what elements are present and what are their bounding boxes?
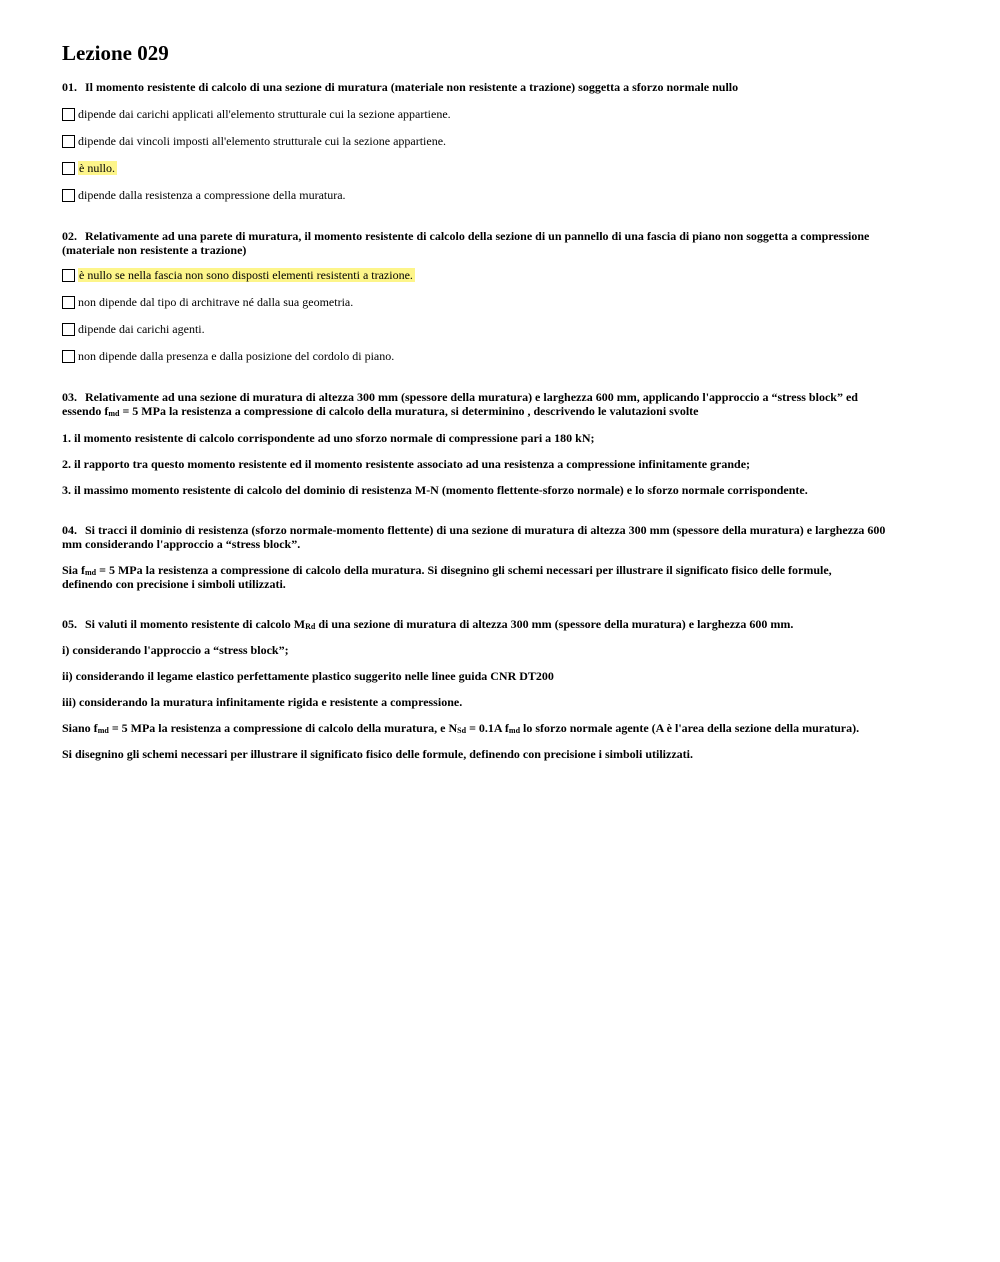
- checkbox[interactable]: [62, 269, 75, 282]
- checkbox[interactable]: [62, 189, 75, 202]
- answer-option[interactable]: dipende dalla resistenza a compressione della muratura.: [62, 187, 938, 203]
- answer-option[interactable]: non dipende dal tipo di architrave né dalla sua geometria.: [62, 294, 938, 310]
- question-05-item: ii) considerando il legame elastico perfettamente plastico suggerito nelle linee guida CNR DT200: [62, 669, 554, 683]
- answer-option-selected[interactable]: [62, 267, 938, 283]
- question-05: [62, 617, 938, 761]
- answer-option-selected[interactable]: [62, 160, 938, 176]
- answer-option[interactable]: dipende dai vincoli imposti all'elemento strutturale cui la sezione appartiene.: [62, 133, 938, 149]
- question-01-text: 01. Il momento resistente di calcolo di una sezione di muratura (materiale non resistente a trazione) soggetta a sforzo normale nullo: [62, 80, 739, 94]
- question-04-text: 04. Si tracci il dominio di resistenza (sforzo normale-momento flettente) di una sezione di muratura di altezza 300 mm (spessore della muratura) e larghezza 600 mm considerando l'approccio a “stress block”.: [62, 523, 886, 551]
- question-05-final: Si disegnino gli schemi necessari per illustrare il significato fisico delle formule, definendo con precisione i simboli utilizzati.: [62, 747, 693, 761]
- checkbox[interactable]: [62, 350, 75, 363]
- question-02-text: 02. Relativamente ad una parete di muratura, il momento resistente di calcolo della sezione di un pannello di una fascia di piano non soggetta a compressione (materiale non resistente a trazione): [62, 229, 870, 257]
- checkbox[interactable]: [62, 135, 75, 148]
- checkbox[interactable]: [62, 296, 75, 309]
- question-05-text: 05. Si valuti il momento resistente di calcolo $M_{Rd}$ di una sezione di muratura di altezza 300 mm (spessore della muratura) e larghezza 600 mm.: [62, 617, 794, 631]
- answer-option[interactable]: dipende dai carichi applicati all'elemento strutturale cui la sezione appartiene.: [62, 106, 938, 122]
- checkbox[interactable]: [62, 323, 75, 336]
- question-01: [62, 80, 938, 203]
- answer-option[interactable]: dipende dai carichi agenti.: [62, 321, 938, 337]
- question-05-item: iii) considerando la muratura infinitamente rigida e resistente a compressione.: [62, 695, 463, 709]
- highlighted-answer: è nullo.: [79, 161, 115, 175]
- checkbox[interactable]: [62, 162, 75, 175]
- question-03-item: 1. il momento resistente di calcolo corrispondente ad uno sforzo normale di compressione pari a 180 kN;: [62, 431, 595, 445]
- question-04-paragraph: Sia $f_{md} = 5$ MPa la resistenza a compressione di calcolo della muratura. Si disegnino gli schemi necessari per illustrare il significato fisico delle formule, definendo con precisione i simboli utilizzati.: [62, 563, 832, 591]
- question-04: [62, 523, 938, 591]
- question-05-siano: Siano $f_{md} = 5$ MPa la resistenza a compressione di calcolo della muratura, e $N_{Sd} = 0.1A$ $f_{md}$ lo sforzo normale agente (A è l'area della sezione della muratura).: [62, 721, 860, 735]
- question-03-text: 03. Relativamente ad una sezione di muratura di altezza 300 mm (spessore della muratura) e larghezza 600 mm, applicando l'approccio a “stress block” ed essendo $f_{md} = 5$ MPa la resistenza a compressione di calcolo della muratura, si determinino , descrivendo le valutazioni svolte: [62, 390, 858, 418]
- question-02: [62, 229, 938, 364]
- question-03-item: 2. il rapporto tra questo momento resistente ed il momento resistente associato ad una resistenza a compressione infinitamente grande;: [62, 457, 751, 471]
- answer-option[interactable]: non dipende dalla presenza e dalla posizione del cordolo di piano.: [62, 348, 938, 364]
- question-03: [62, 390, 938, 497]
- lesson-title: Lezione 029: [62, 41, 169, 65]
- question-05-item: i) considerando l'approccio a “stress block”;: [62, 643, 289, 657]
- question-03-item: 3. il massimo momento resistente di calcolo del dominio di resistenza M-N (momento flettente-sforzo normale) e lo sforzo normale corrispondente.: [62, 483, 808, 497]
- checkbox[interactable]: [62, 108, 75, 121]
- document-page: [62, 40, 938, 761]
- highlighted-answer: è nullo se nella fascia non sono disposti elementi resistenti a trazione.: [79, 268, 413, 282]
